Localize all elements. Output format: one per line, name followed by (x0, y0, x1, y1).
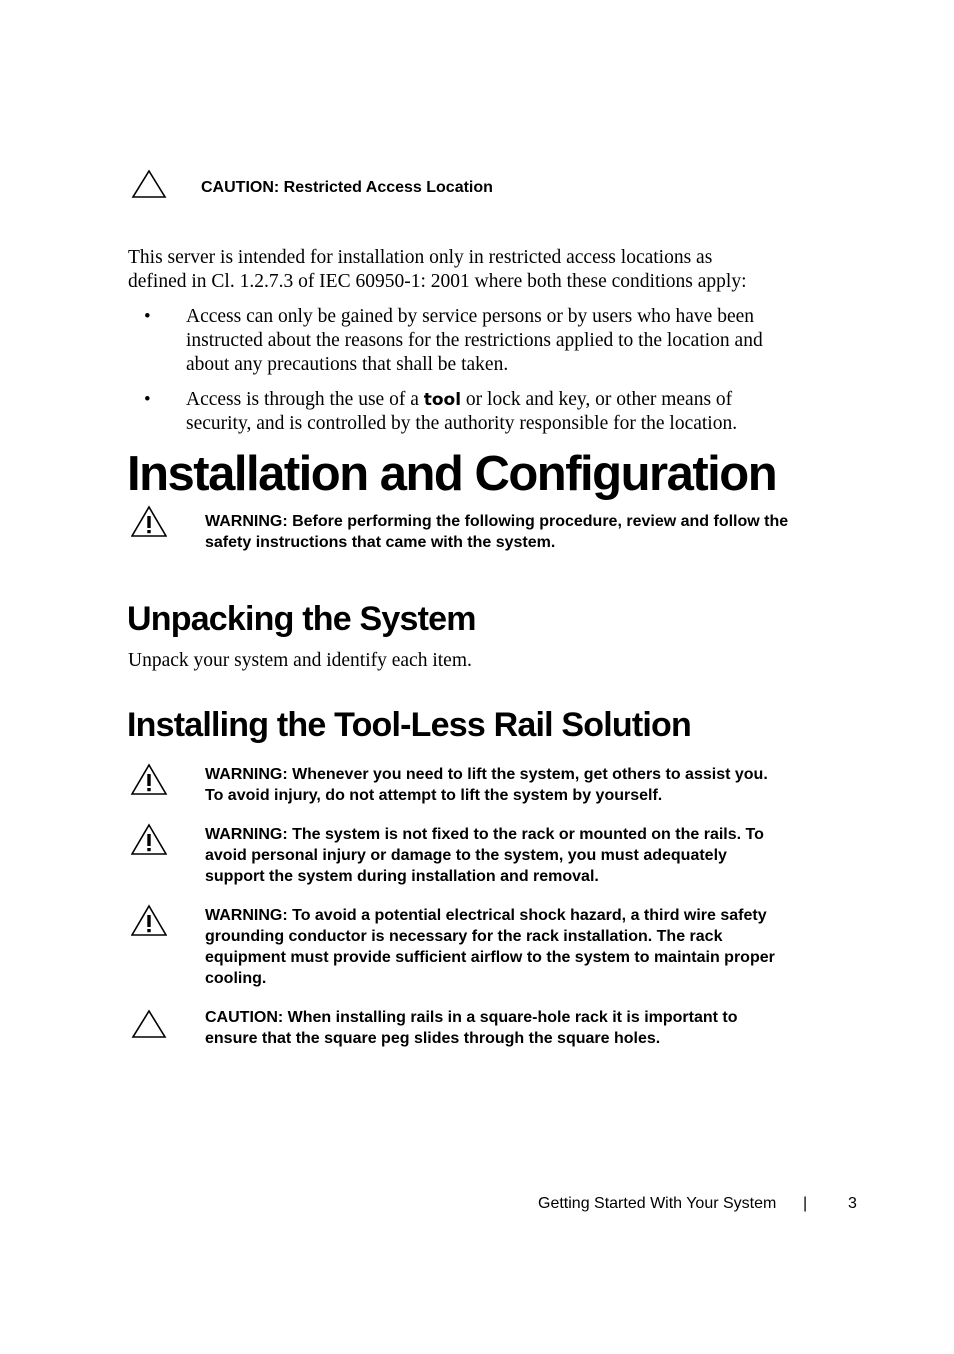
list-item-line-start: Access is through the use of a (186, 389, 424, 410)
warning-icon (131, 904, 167, 936)
caution-icon (131, 168, 167, 200)
warning-line: safety instructions that came with the system. (205, 534, 556, 551)
list-item-line: about any precautions that shall be taken. (186, 354, 509, 375)
warning-line: WARNING: To avoid a potential electrical shock hazard, a third wire safety (205, 907, 767, 924)
warning-line: grounding conductor is necessary for the rack installation. The rack (205, 928, 723, 945)
intro-line-1: This server is intended for installation only in restricted access locations as (128, 247, 713, 268)
list-item-line: Access can only be gained by service persons or by users who have been (186, 306, 755, 327)
list-item-line: security, and is controlled by the authority responsible for the location. (186, 413, 738, 434)
caution-restricted-text: CAUTION: Restricted Access Location (201, 179, 493, 196)
list-item-line-end: or lock and key, or other means of (461, 389, 733, 410)
warning-icon (131, 763, 167, 795)
warning-safety-text (205, 511, 845, 553)
warning-line: WARNING: The system is not fixed to the rack or mounted on the rails. To (205, 826, 764, 843)
caution-line: ensure that the square peg slides through the square holes. (205, 1030, 661, 1047)
warning-shock-text (205, 905, 845, 989)
warning-icon (131, 505, 167, 537)
bullet-symbol: • (144, 306, 151, 327)
intro-paragraph (128, 246, 858, 294)
warning-line: avoid personal injury or damage to the system, you must adequately (205, 847, 727, 864)
tool-term: tool (423, 390, 462, 410)
list-item-text (186, 388, 858, 436)
section-heading-unpacking: Unpacking the System (127, 600, 476, 638)
footer-separator: | (803, 1195, 808, 1212)
intro-line-2: defined in Cl. 1.2.7.3 of IEC 60950-1: 2001 where both these conditions apply: (128, 271, 747, 292)
warning-icon (131, 823, 167, 855)
list-item-text (186, 305, 858, 377)
bullet-symbol: • (144, 389, 151, 410)
caution-icon (131, 1008, 167, 1040)
page-title: Installation and Configuration (127, 447, 777, 501)
warning-support-text (205, 824, 845, 887)
warning-lift-text (205, 764, 845, 806)
caution-line: CAUTION: When installing rails in a square-hole rack it is important to (205, 1009, 738, 1026)
page-number: 3 (848, 1195, 857, 1212)
warning-line: cooling. (205, 970, 267, 987)
list-item-line: instructed about the reasons for the restrictions applied to the location and (186, 330, 763, 351)
section-heading-rail: Installing the Tool-Less Rail Solution (127, 706, 691, 744)
warning-line: To avoid injury, do not attempt to lift the system by yourself. (205, 787, 663, 804)
unpacking-paragraph: Unpack your system and identify each item. (128, 650, 472, 671)
caution-square-hole-text (205, 1007, 845, 1049)
warning-line: support the system during installation and removal. (205, 868, 599, 885)
footer-title: Getting Started With Your System (538, 1195, 777, 1212)
warning-line: equipment must provide sufficient airflow to the system to maintain proper (205, 949, 775, 966)
warning-line: WARNING: Whenever you need to lift the system, get others to assist you. (205, 766, 768, 783)
warning-line: WARNING: Before performing the following procedure, review and follow the (205, 513, 789, 530)
